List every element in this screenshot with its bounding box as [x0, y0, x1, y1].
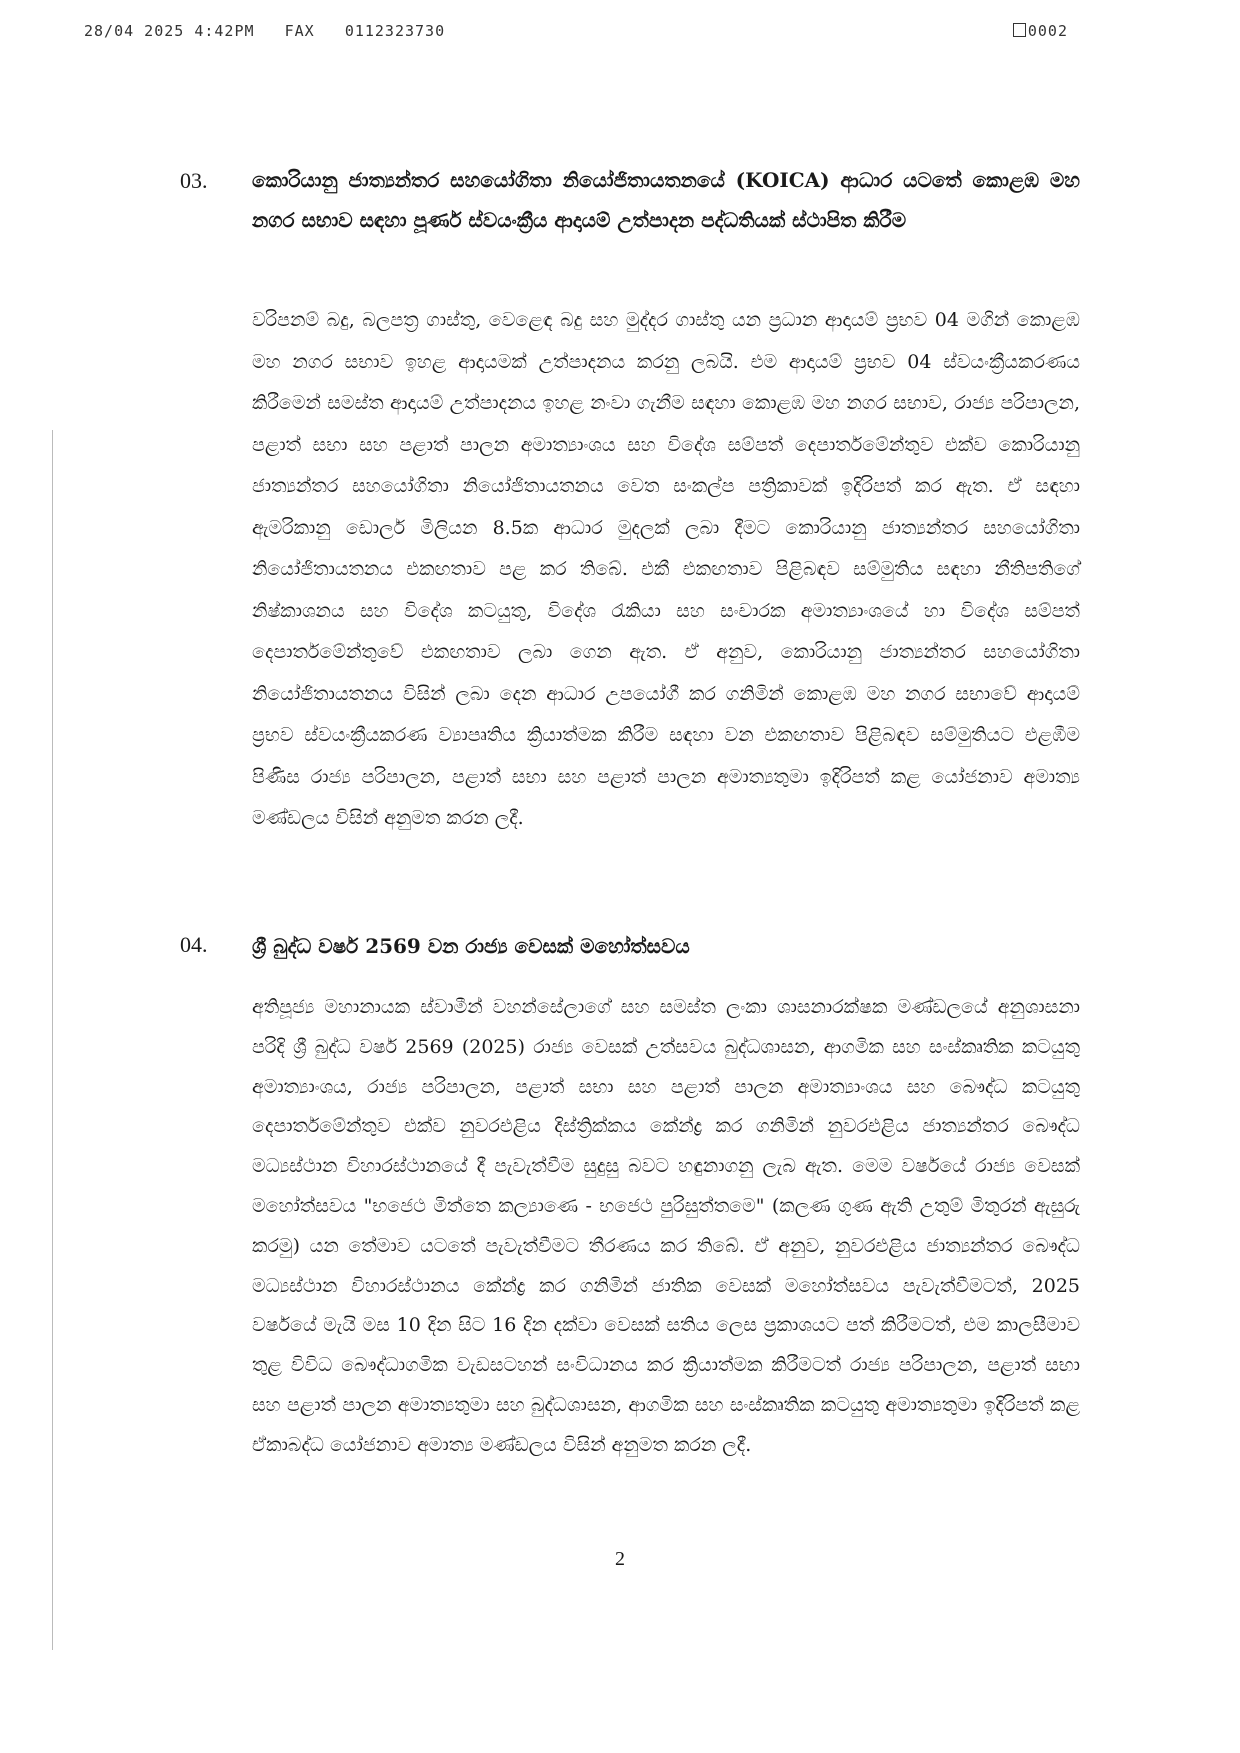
section-number: 03. — [180, 168, 208, 193]
section-number: 04. — [180, 932, 208, 957]
fax-number: 0112323730 — [344, 22, 446, 40]
fax-page-number: 0002 — [1027, 22, 1068, 40]
fax-label: FAX — [284, 22, 315, 40]
fax-page-counter — [1013, 22, 1068, 40]
fax-date: 28/04 2025 — [84, 22, 185, 40]
scan-edge-line — [52, 430, 53, 1650]
page-number: 2 — [615, 1548, 625, 1570]
fax-time: 4:42PM — [194, 22, 255, 40]
section-body: වරිපනම් බදු, බලපත්‍ර ගාස්තු, වෙළෙඳ බදු සහ මුද්දර ගාස්තු යන ප්‍රධාන ආදායම් ප්‍රභව 04 මගින් කොළඹ මහ නගර සභාව ඉහළ ආදායමක් උත්පාදනය කරනු ලබයි. එම ආදායම් ප්‍රභව 04 ස්වයංක්‍රීයකරණය කිරීමෙන් සමස්ත ආදායම් උත්පාදනය ඉහළ නංවා ගැනීම සඳහා කොළඹ මහ නගර සභාව, රාජ්‍ය පරිපාලන, පළාත් සභා සහ පළාත් පාලන අමාත්‍යාංශය සහ විදේශ සම්පත් දෙපාර්තමේන්තුව එක්ව කොරියානු ජාත්‍යන්තර සහයෝගිතා නියෝජිතායතනය වෙත සංකල්ප පත්‍රිකාවක් ඉදිරිපත් කර ඇත. ඒ සඳහා ඇමරිකානු ඩොලර් මිලියන 8.5ක ආධාර මුදලක් ලබා දීමට කොරියානු ජාත්‍යන්තර සහයෝගිතා නියෝජිතායතනය එකඟතාව පළ කර තිබේ. එකී එකඟතාව පිළිබඳව සම්මුතිය සඳහා නීතිපතිගේ නිෂ්කාශනය සහ විදේශ කටයුතු, විදේශ රැකියා සහ සංචාරක අමාත්‍යාංශයේ හා විදේශ සම්පත් දෙපාර්තමේන්තුවේ එකඟතාව ලබා ගෙන ඇත. ඒ අනුව, කොරියානු ජාත්‍යන්තර සහයෝගිතා නියෝජිතායතනය විසින් ලබා දෙන ආධාර උපයෝගී කර ගනිමින් කොළඹ මහ නගර සභාවේ ආදායම් ප්‍රභව ස්වයංක්‍රීයකරණ ව්‍යාපෘතිය ක්‍රියාත්මක කිරීම සඳහා වන එකඟතාව පිළිබඳව සම්මුතියට එළඹීම පිණිස රාජ්‍ය පරිපාලන, පළාත් සභා සහ පළාත් පාලන අමාත්‍යතුමා ඉදිරිපත් කළ යෝජනාව අමාත්‍ය මණ්ඩලය විසින් අනුමත කරන ලදී. — [252, 309, 1080, 829]
fax-header — [84, 22, 445, 40]
checkbox-icon — [1013, 23, 1026, 37]
section-body: අතිපූජ්‍ය මහානායක ස්වාමීන් වහන්සේලාගේ සහ සමස්ත ලංකා ශාසනාරක්ෂක මණ්ඩලයේ අනුශාසනා පරිදි ශ්‍රී බුද්ධ වර්ෂ 2569 (2025) රාජ්‍ය වෙසක් උත්සවය බුද්ධශාසන, ආගමික සහ සංස්කෘතික කටයුතු අමාත්‍යාංශය, රාජ්‍ය පරිපාලන, පළාත් සභා සහ පළාත් පාලන අමාත්‍යාංශය සහ බෞද්ධ කටයුතු දෙපාර්තමේන්තුව එක්ව නුවරඑළිය දිස්ත්‍රික්කය කේන්ද්‍ර කර ගනිමින් නුවරඑළිය ජාත්‍යන්තර බෞද්ධ මධ්‍යස්ථාන විහාරස්ථානයේ දී පැවැත්වීම සුදුසු බවට හඳුනාගනු ලැබ ඇත. මෙම වර්ෂයේ රාජ්‍ය වෙසක් මහෝත්සවය "භජෙථ මිත්තෙ කල්‍යාණෙ - භජෙථ පුරිසුත්තමෙ" (කලණ ගුණ ඇති උතුම් මිතුරන් ඇසුරු කරමු) යන තේමාව යටතේ පැවැත්වීමට තීරණය කර තිබේ. ඒ අනුව, නුවරඑළිය ජාත්‍යන්තර බෞද්ධ මධ්‍යස්ථාන විහාරස්ථානය කේන්ද්‍ර කර ගනිමින් ජාතික වෙසක් මහෝත්සවය පැවැත්වීමටත්, 2025 වර්ෂයේ මැයි මස 10 දින සිට 16 දින දක්වා වෙසක් සතිය ලෙස ප්‍රකාශයට පත් කිරීමටත්, එම කාලසීමාව තුළ විවිධ බෞද්ධාගමික වැඩසටහන් සංවිධානය කර ක්‍රියාත්මක කිරීමටත් රාජ්‍ය පරිපාලන, පළාත් සභා සහ පළාත් පාලන අමාත්‍යතුමා සහ බුද්ධශාසන, ආගමික සහ සංස්කෘතික කටයුතු අමාත්‍යතුමා ඉදිරිපත් කළ ඒකාබද්ධ යෝජනාව අමාත්‍ය මණ්ඩලය විසින් අනුමත කරන ලදී. — [252, 996, 1080, 1456]
section-title: ශ්‍රී බුද්ධ වර්ෂ 2569 වන රාජ්‍ය වෙසක් මහෝත්සවය — [252, 934, 690, 958]
section-title: කොරියානු ජාත්‍යන්තර සහයෝගිතා නියෝජිතායතනයේ (KOICA) ආධාර යටතේ කොළඹ මහ නගර සභාව සඳහා පූර්ණ ස්වයංක්‍රීය ආදායම් උත්පාදන පද්ධතියක් ස්ථාපිත කිරීම — [252, 168, 1080, 232]
